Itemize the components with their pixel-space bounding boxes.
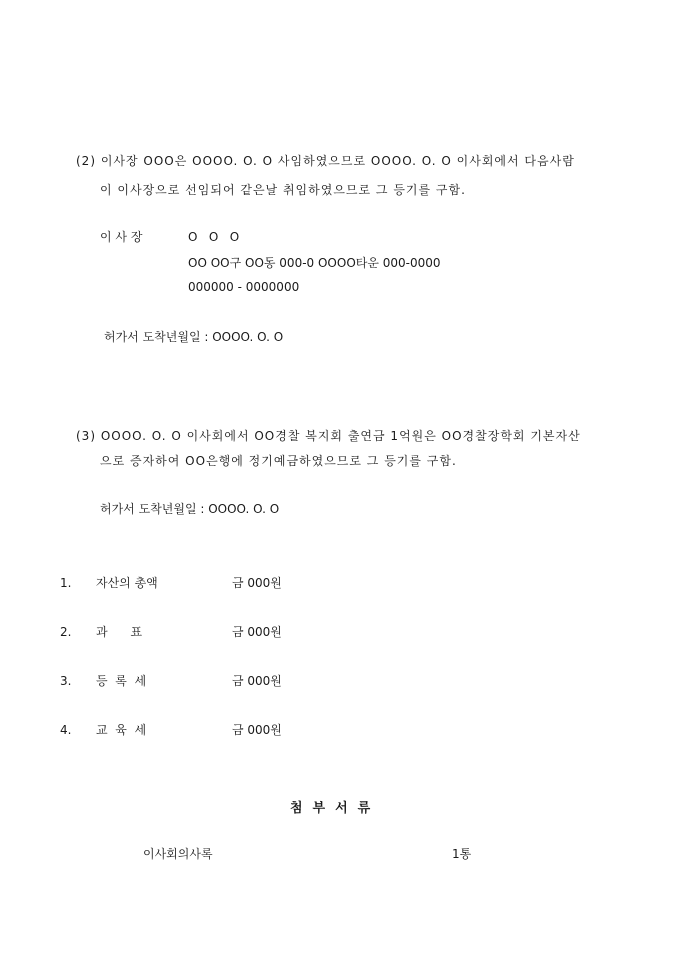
fee-amount: 금 000원 [232, 576, 282, 590]
chair-name: O O O [188, 230, 240, 244]
chair-address: OO OO구 OO동 000-0 OOOO타운 000-0000 [188, 256, 441, 270]
fee-amount: 금 000원 [232, 674, 282, 688]
section3-line1: (3) OOOO. O. O 이사회에서 OO경찰 복지회 출연금 1억원은 OO경찰장학회 기본자산 [76, 429, 581, 443]
attachments-title: 첨부서류 [290, 801, 381, 816]
fee-label: 등 록 세 [96, 674, 147, 688]
chair-label: 이 사 장 [100, 230, 143, 244]
section2-line1: (2) 이사장 OOO은 OOOO. O. O 사임하였으므로 OOOO. O. O 이사회에서 다음사람 [76, 154, 575, 168]
fee-number: 3. [60, 674, 72, 688]
fee-number: 2. [60, 625, 72, 639]
fee-label: 교 육 세 [96, 723, 147, 737]
section2-line2: 이 이사장으로 선임되어 같은날 취임하였으므로 그 등기를 구함. [100, 183, 466, 197]
attachment-name: 이사회의사록 [143, 847, 213, 861]
fee-amount: 금 000원 [232, 625, 282, 639]
section3-permit-date: 허가서 도착년월일 : OOOO. O. O [100, 502, 280, 516]
fee-amount: 금 000원 [232, 723, 282, 737]
section2-permit-date: 허가서 도착년월일 : OOOO. O. O [104, 330, 284, 344]
fee-label: 자산의 총액 [96, 576, 158, 590]
chair-id-number: 000000 - 0000000 [188, 280, 300, 294]
attachment-quantity: 1통 [452, 847, 472, 861]
fee-label: 과 표 [96, 625, 143, 639]
fee-number: 4. [60, 723, 72, 737]
fee-number: 1. [60, 576, 72, 590]
section3-line2: 으로 증자하여 OO은행에 정기예금하였으므로 그 등기를 구함. [100, 454, 457, 468]
